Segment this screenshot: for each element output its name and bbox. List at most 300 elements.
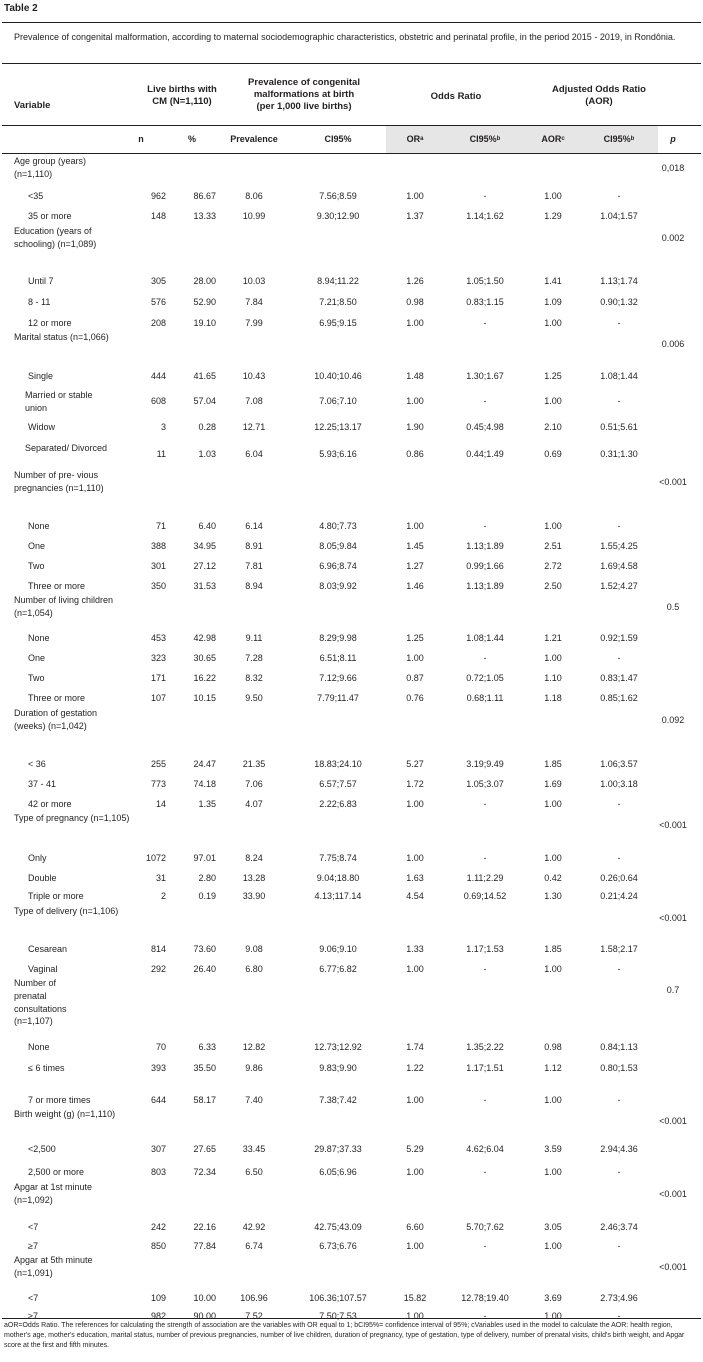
cell-or: 6.60: [406, 1222, 424, 1232]
cell-n: 453: [150, 633, 166, 643]
cell-ci-or: -: [483, 396, 487, 406]
cell-ci-or: 0.83;1.15: [466, 297, 504, 307]
cell-prevalence: 8.24: [245, 853, 263, 863]
cell-n: 576: [150, 297, 166, 307]
cell-or: 1.63: [406, 873, 424, 883]
cell-ci-aor: 0.26;0.64: [600, 873, 638, 883]
row-label: < 36: [28, 759, 46, 769]
cell-pct: 19.10: [193, 318, 216, 328]
header-prevalence-line1: Prevalence of congenital: [248, 77, 360, 88]
row-label: Only: [28, 853, 47, 863]
cell-aor: 1.85: [544, 759, 562, 769]
table-label: Table 2: [4, 3, 38, 14]
cell-ci-aor: -: [617, 396, 621, 406]
cell-n: 850: [150, 1241, 166, 1251]
cell-ci-aor: 0.21;4.24: [600, 891, 638, 901]
header-aor-line2: (AOR): [585, 96, 613, 107]
cell-ci-aor: 0.85;1.62: [600, 693, 638, 703]
cell-or: 1.00: [406, 1311, 424, 1321]
cell-or: 1.00: [406, 1241, 424, 1251]
cell-aor: 1.00: [544, 191, 562, 201]
row-label: 8 - 11: [28, 297, 51, 307]
cell-ci95: 6.73;6.76: [319, 1241, 357, 1251]
cell-prevalence: 10.03: [242, 276, 266, 286]
table-footnote: aOR=Odds Ratio. The references for calculating the strength of association are the variables with OR equal to 1; bCI95%= confidence interval of 95%; cVariables used in the model to calculate the AOR: health region, mother's age, mother's education, marital status, number of previous pregnancies, number of live children, duration of pregnancy, type of gestation, type of delivery, number of prenatal visits, child's birth weight, and Apgar score at the first and fifth minutes.: [4, 1322, 685, 1349]
cell-ci-or: 1.13;1.89: [466, 581, 504, 591]
cell-ci-aor: 0.90;1.32: [600, 297, 638, 307]
cell-aor: 1.21: [544, 633, 562, 643]
cell-prevalence: 10.43: [242, 371, 266, 381]
cell-pct: 1.35: [198, 799, 216, 809]
cell-ci-or: -: [483, 191, 487, 201]
cell-prevalence: 6.04: [245, 449, 263, 459]
cell-n: 171: [150, 673, 166, 683]
group-label: Apgar at 1st minute (n=1,092): [14, 1182, 93, 1205]
cell-aor: 1.00: [544, 653, 562, 663]
cell-prevalence: 6.14: [245, 521, 263, 531]
cell-aor: 1.00: [544, 1167, 562, 1177]
cell-ci-or: -: [483, 653, 487, 663]
cell-or: 5.27: [406, 759, 424, 769]
group-p-value: <0.001: [659, 477, 687, 487]
cell-ci-or: 5.70;7.62: [466, 1222, 504, 1232]
cell-prevalence: 9.11: [245, 633, 263, 643]
cell-pct: 34.95: [193, 541, 216, 551]
cell-n: 148: [150, 211, 166, 221]
cell-or: 1.00: [406, 1095, 424, 1105]
cell-ci-or: 1.13;1.89: [466, 541, 504, 551]
cell-n: 301: [150, 561, 166, 571]
cell-n: 71: [155, 521, 166, 531]
cell-ci95: 2.22;6.83: [319, 799, 357, 809]
cell-aor: 1.00: [544, 964, 562, 974]
cell-aor: 1.85: [544, 944, 562, 954]
cell-pct: 27.65: [193, 1144, 216, 1154]
cell-n: 31: [155, 873, 166, 883]
subheader-ci95: CI95%: [324, 134, 352, 144]
row-label: 37 - 41: [28, 779, 57, 789]
cell-n: 107: [150, 693, 166, 703]
cell-aor: 3.59: [544, 1144, 562, 1154]
cell-n: 70: [155, 1042, 166, 1052]
cell-ci-or: 4.62;6.04: [466, 1144, 504, 1154]
row-label: Married or stable union: [25, 390, 93, 413]
cell-ci-aor: -: [617, 521, 621, 531]
cell-ci95: 4.80;7.73: [319, 521, 357, 531]
subheader-n: n: [138, 134, 144, 144]
cell-or: 5.29: [406, 1144, 424, 1154]
cell-prevalence: 33.90: [242, 891, 266, 901]
cell-ci95: 7.06;7.10: [319, 396, 357, 406]
cell-prevalence: 8.32: [245, 673, 263, 683]
cell-pct: 16.22: [193, 673, 216, 683]
cell-ci95: 8.03;9.92: [319, 581, 357, 591]
cell-ci-or: 0.44;1.49: [466, 449, 504, 459]
cell-ci95: 6.77;6.82: [319, 964, 357, 974]
cell-n: 255: [150, 759, 166, 769]
row-label: Two: [28, 673, 45, 683]
group-p-value: 0.7: [666, 985, 680, 995]
row-label: Vaginal: [28, 964, 58, 974]
cell-n: 608: [150, 396, 166, 406]
cell-ci95: 18.83;24.10: [314, 759, 362, 769]
cell-aor: 1.12: [544, 1063, 562, 1073]
cell-n: 773: [150, 779, 166, 789]
cell-ci95: 8.05;9.84: [319, 541, 357, 551]
cell-pct: 77.84: [193, 1241, 216, 1251]
group-p-value: <0.001: [659, 820, 687, 830]
cell-or: 1.00: [406, 853, 424, 863]
cell-ci95: 12.25;13.17: [314, 422, 362, 432]
table-caption: Prevalence of congenital malformation, according to maternal sociodemographic characteristics, obstetric and perinatal profile, in the period 2015 - 2019, in Rondônia.: [14, 32, 676, 42]
row-label: Two: [28, 561, 45, 571]
cell-pct: 31.53: [193, 581, 216, 591]
cell-ci-aor: 2.94;4.36: [600, 1144, 638, 1154]
cell-pct: 6.40: [198, 521, 216, 531]
header-live-births-line2: CM (N=1,110): [152, 96, 212, 107]
cell-n: 982: [150, 1311, 166, 1321]
cell-ci-or: -: [483, 1167, 487, 1177]
subheader-ci-aor-text: CI95%: [603, 134, 631, 144]
cell-or: 1.37: [406, 211, 424, 221]
cell-ci95: 7.21;8.50: [319, 297, 357, 307]
cell-prevalence: 106.96: [240, 1293, 268, 1303]
cell-ci-or: -: [483, 1095, 487, 1105]
cell-ci95: 6.05;6.96: [319, 1167, 357, 1177]
cell-ci-or: 1.17;1.51: [466, 1063, 504, 1073]
subheader-aor: AOR c: [541, 134, 565, 144]
cell-prevalence: 7.84: [245, 297, 263, 307]
cell-prevalence: 7.40: [245, 1095, 263, 1105]
cell-n: 2: [160, 891, 166, 901]
row-label: 2,500 or more: [28, 1167, 85, 1177]
cell-ci-or: -: [483, 521, 487, 531]
cell-prevalence: 42.92: [242, 1222, 266, 1232]
subheader-pct: %: [187, 134, 196, 144]
cell-ci-or: 1.05;1.50: [466, 276, 504, 286]
subheader-ci-or: CI95% b: [469, 134, 501, 144]
cell-pct: 42.98: [193, 633, 216, 643]
cell-ci-aor: 1.06;3.57: [600, 759, 638, 769]
cell-ci95: 7.38;7.42: [319, 1095, 357, 1105]
cell-aor: 1.18: [544, 693, 562, 703]
cell-ci-or: 1.11;2.29: [466, 873, 504, 883]
cell-ci-aor: -: [617, 1167, 621, 1177]
cell-aor: 1.41: [544, 276, 562, 286]
cell-prevalence: 8.91: [245, 541, 263, 551]
cell-prevalence: 21.35: [242, 759, 266, 769]
group-p-value: 0.002: [661, 233, 685, 243]
cell-ci95: 6.95;9.15: [319, 318, 357, 328]
cell-or: 1.27: [406, 561, 424, 571]
cell-ci-or: 0.45;4.98: [466, 422, 504, 432]
cell-or: 0.76: [406, 693, 424, 703]
group-p-value: <0.001: [659, 1116, 687, 1126]
cell-ci95: 7.79;11.47: [317, 693, 359, 703]
group-p-value: 0.092: [661, 715, 685, 725]
cell-ci-aor: -: [617, 853, 621, 863]
cell-aor: 2.50: [544, 581, 562, 591]
cell-n: 803: [150, 1167, 166, 1177]
cell-or: 1.46: [406, 581, 424, 591]
cell-ci95: 9.04;18.80: [316, 873, 360, 883]
row-label: Single: [28, 371, 54, 381]
group-label: Apgar at 5th minute (n=1,091): [14, 1255, 93, 1278]
cell-pct: 27.12: [193, 561, 216, 571]
cell-n: 3: [160, 422, 166, 432]
subheader-ci-aor: CI95% b: [603, 134, 635, 144]
cell-pct: 2.80: [198, 873, 216, 883]
cell-n: 305: [150, 276, 166, 286]
row-label: Three or more: [28, 693, 86, 703]
cell-aor: 1.00: [544, 853, 562, 863]
cell-n: 393: [150, 1063, 166, 1073]
row-label: Three or more: [28, 581, 86, 591]
cell-pct: 41.65: [193, 371, 216, 381]
cell-pct: 73.60: [193, 944, 216, 954]
cell-pct: 13.33: [193, 211, 216, 221]
cell-ci95: 7.56;8.59: [319, 191, 357, 201]
header-variable: Variable: [14, 100, 51, 111]
cell-prevalence: 9.08: [245, 944, 263, 954]
cell-n: 208: [150, 318, 166, 328]
cell-ci-or: 1.08;1.44: [466, 633, 504, 643]
cell-n: 14: [155, 799, 166, 809]
cell-or: 1.00: [406, 521, 424, 531]
cell-pct: 22.16: [193, 1222, 216, 1232]
cell-ci95: 7.50;7.53: [319, 1311, 357, 1321]
cell-pct: 28.00: [193, 276, 216, 286]
cell-aor: 0.69: [544, 449, 562, 459]
row-label: ≤ 6 times: [28, 1063, 65, 1073]
group-label: Number of prenatal consultations (n=1,107): [14, 978, 67, 1027]
header-aor-line1: Adjusted Odds Ratio: [552, 84, 646, 95]
cell-aor: 1.00: [544, 1095, 562, 1105]
cell-ci95: 5.93;6.16: [319, 449, 357, 459]
cell-ci95: 4.13;117.14: [314, 891, 362, 901]
cell-or: 1.33: [406, 944, 424, 954]
cell-ci-or: 0.72;1.05: [466, 673, 504, 683]
cell-n: 307: [150, 1144, 166, 1154]
row-label: Double: [28, 873, 57, 883]
cell-aor: 1.09: [544, 297, 562, 307]
cell-ci-aor: -: [617, 1095, 621, 1105]
row-label: None: [28, 521, 50, 531]
cell-or: 1.74: [406, 1042, 424, 1052]
cell-or: 1.00: [406, 653, 424, 663]
cell-pct: 72.34: [193, 1167, 216, 1177]
cell-ci-or: -: [483, 853, 487, 863]
cell-aor: 1.29: [544, 211, 562, 221]
row-label: None: [28, 1042, 50, 1052]
cell-or: 0.86: [406, 449, 424, 459]
row-label: Triple or more: [28, 891, 84, 901]
row-label: Until 7: [28, 276, 54, 286]
cell-or: 1.25: [406, 633, 424, 643]
cell-ci95: 42.75;43.09: [314, 1222, 362, 1232]
cell-or: 1.26: [406, 276, 424, 286]
cell-pct: 10.15: [193, 693, 216, 703]
subheader-prevalence: Prevalence: [230, 134, 278, 144]
cell-or: 1.72: [406, 779, 424, 789]
cell-aor: 1.00: [544, 396, 562, 406]
cell-n: 242: [150, 1222, 166, 1232]
cell-ci-or: 0.99;1.66: [466, 561, 504, 571]
cell-ci-aor: -: [617, 191, 621, 201]
cell-or: 0.98: [406, 297, 424, 307]
row-label: Cesarean: [28, 944, 68, 954]
subheader-or-text: OR: [406, 134, 421, 144]
cell-aor: 1.69: [544, 779, 562, 789]
cell-ci-or: 1.30;1.67: [466, 371, 504, 381]
cell-prevalence: 4.07: [245, 799, 263, 809]
bottom-rule: [2, 1318, 701, 1319]
cell-prevalence: 6.50: [245, 1167, 263, 1177]
cell-ci-or: -: [483, 318, 487, 328]
cell-aor: 3.05: [544, 1222, 562, 1232]
group-label: Age group (years) (n=1,110): [14, 156, 87, 179]
cell-aor: 3.69: [544, 1293, 562, 1303]
cell-prevalence: 6.80: [245, 964, 263, 974]
row-label: ≥7: [28, 1241, 38, 1251]
cell-prevalence: 13.28: [242, 873, 266, 883]
header-live-births-line1: Live births with: [147, 84, 217, 95]
cell-prevalence: 7.99: [245, 318, 263, 328]
cell-aor: 2.10: [544, 422, 562, 432]
group-p-value: <0.001: [659, 1262, 687, 1272]
cell-n: 109: [150, 1293, 166, 1303]
subheader-or: OR a: [406, 134, 424, 144]
header-prevalence-line2: malformations at birth: [253, 89, 355, 100]
cell-pct: 52.90: [193, 297, 216, 307]
cell-ci-aor: 0.51;5.61: [600, 422, 638, 432]
cell-pct: 74.18: [193, 779, 216, 789]
group-p-value: <0.001: [659, 1189, 687, 1199]
cell-ci-aor: 1.69;4.58: [600, 561, 638, 571]
cell-ci-aor: 1.08;1.44: [600, 371, 638, 381]
cell-or: 1.00: [406, 396, 424, 406]
cell-aor: 1.00: [544, 521, 562, 531]
cell-ci-or: 0.68;1.11: [466, 693, 504, 703]
subheader-ci-or-text: CI95%: [469, 134, 497, 144]
row-label: Widow: [28, 422, 56, 432]
cell-or: 4.54: [406, 891, 424, 901]
cell-ci95: 10.40;10.46: [314, 371, 362, 381]
cell-ci-aor: 1.00;3.18: [600, 779, 638, 789]
cell-aor: 1.10: [544, 673, 562, 683]
cell-ci95: 29.87;37.33: [314, 1144, 362, 1154]
cell-or: 0.87: [406, 673, 424, 683]
cell-n: 644: [150, 1095, 166, 1105]
cell-ci-aor: 2.73;4.96: [600, 1293, 638, 1303]
cell-prevalence: 7.06: [245, 779, 263, 789]
group-p-value: 0,018: [661, 163, 685, 173]
cell-prevalence: 12.71: [242, 422, 266, 432]
row-label: <7: [28, 1293, 39, 1303]
cell-aor: 1.00: [544, 318, 562, 328]
cell-prevalence: 33.45: [242, 1144, 266, 1154]
cell-ci95: 12.73;12.92: [314, 1042, 362, 1052]
cell-ci-or: -: [483, 799, 487, 809]
cell-or: 1.22: [406, 1063, 424, 1073]
row-label: ≥7: [28, 1311, 38, 1321]
cell-pct: 0.19: [198, 891, 216, 901]
cell-ci-or: 3.19;9.49: [466, 759, 504, 769]
cell-ci-or: 12.78;19.40: [461, 1293, 509, 1303]
cell-prevalence: 8.06: [245, 191, 263, 201]
cell-ci-aor: 2.46;3.74: [600, 1222, 638, 1232]
cell-prevalence: 9.86: [245, 1063, 263, 1073]
cell-ci-aor: 1.13;1.74: [600, 276, 638, 286]
cell-ci-or: 0.69;14.52: [463, 891, 507, 901]
cell-prevalence: 7.08: [245, 396, 263, 406]
row-label: 7 or more times: [28, 1095, 91, 1105]
cell-pct: 24.47: [193, 759, 216, 769]
cell-ci-aor: 0.31;1.30: [600, 449, 638, 459]
cell-ci-aor: 0.84;1.13: [600, 1042, 638, 1052]
cell-ci95: 8.29;9.98: [319, 633, 357, 643]
cell-ci95: 7.75;8.74: [319, 853, 357, 863]
cell-pct: 0.28: [198, 422, 216, 432]
group-p-value: 0.006: [661, 339, 685, 349]
cell-or: 1.48: [406, 371, 424, 381]
cell-or: 1.00: [406, 964, 424, 974]
cell-ci-aor: 1.52;4.27: [600, 581, 638, 591]
cell-pct: 97.01: [193, 853, 216, 863]
cell-aor: 0.98: [544, 1042, 562, 1052]
cell-prevalence: 12.82: [242, 1042, 266, 1052]
cell-or: 1.00: [406, 799, 424, 809]
row-label: None: [28, 633, 50, 643]
cell-ci95: 6.51;8.11: [319, 653, 357, 663]
cell-n: 1072: [145, 853, 166, 863]
cell-n: 444: [150, 371, 166, 381]
cell-n: 350: [150, 581, 166, 591]
cell-aor: 1.00: [544, 1311, 562, 1321]
cell-ci-aor: 0.83;1.47: [600, 673, 638, 683]
header-prevalence-line3: (per 1,000 live births): [256, 101, 352, 112]
cell-n: 11: [156, 449, 166, 459]
cell-pct: 35.50: [193, 1063, 216, 1073]
cell-aor: 1.00: [544, 799, 562, 809]
cell-ci95: 8.94;11.22: [317, 276, 359, 286]
cell-ci-aor: -: [617, 318, 621, 328]
cell-pct: 6.33: [198, 1042, 216, 1052]
cell-n: 323: [150, 653, 166, 663]
cell-pct: 57.04: [193, 396, 216, 406]
row-label: Separated/ Divorced: [25, 443, 108, 453]
row-label: 35 or more: [28, 211, 72, 221]
cell-or: 1.90: [406, 422, 424, 432]
header-odds-ratio: Odds Ratio: [430, 91, 482, 102]
cell-ci-or: -: [483, 964, 487, 974]
cell-n: 962: [150, 191, 166, 201]
cell-pct: 30.65: [193, 653, 216, 663]
cell-ci-aor: 0.80;1.53: [600, 1063, 638, 1073]
row-label: 42 or more: [28, 799, 72, 809]
cell-ci95: 9.83;9.90: [319, 1063, 357, 1073]
cell-ci-aor: -: [617, 799, 621, 809]
cell-prevalence: 7.52: [245, 1311, 263, 1321]
cell-ci-or: -: [483, 1311, 487, 1321]
cell-pct: 58.17: [193, 1095, 216, 1105]
cell-prevalence: 7.28: [245, 653, 263, 663]
cell-ci-aor: 1.55;4.25: [600, 541, 638, 551]
row-label: One: [28, 541, 46, 551]
cell-aor: 2.72: [544, 561, 562, 571]
group-label: Birth weight (g) (n=1,110): [14, 1109, 116, 1119]
cell-prevalence: 8.94: [245, 581, 263, 591]
